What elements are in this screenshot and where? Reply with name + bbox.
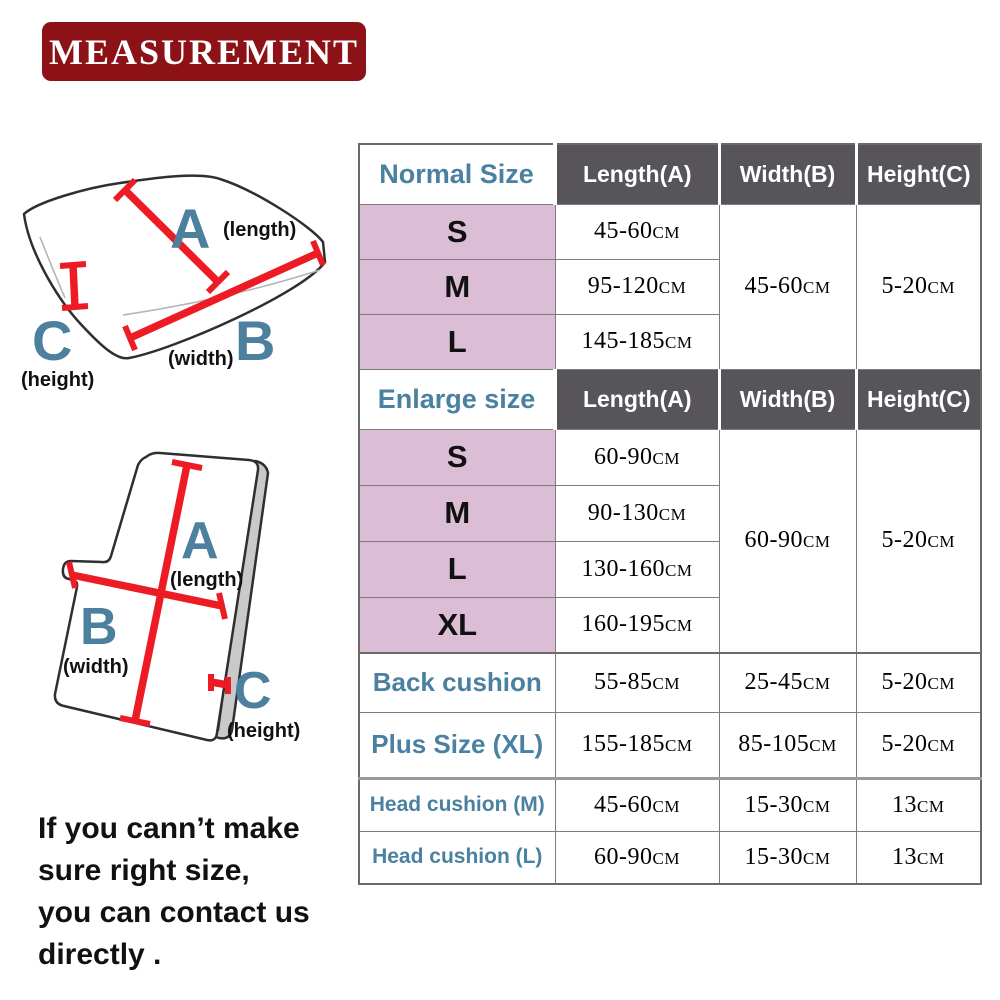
length-value: 160-195cm	[555, 597, 719, 653]
col-header-length: Length(A)	[555, 144, 719, 204]
section-title-normal: Normal Size	[359, 144, 555, 204]
length-value: 45-60cm	[555, 204, 719, 259]
back-label-length: (length)	[170, 569, 244, 591]
width-value: 15-30cm	[719, 778, 856, 831]
seat-label-width: (width)	[168, 348, 234, 370]
size-label: S	[359, 429, 555, 485]
section-title-enlarge: Enlarge size	[359, 369, 555, 429]
table-row	[359, 653, 981, 712]
height-value: 13cm	[856, 778, 981, 831]
width-value: 85-105cm	[719, 712, 856, 778]
height-value: 5-20cm	[856, 653, 981, 712]
length-value: 55-85cm	[555, 653, 719, 712]
size-label: L	[359, 314, 555, 369]
seat-label-c: C	[32, 309, 73, 372]
back-label-a: A	[181, 512, 219, 570]
length-value: 60-90cm	[555, 831, 719, 884]
contact-note	[38, 808, 310, 976]
table-row	[359, 369, 981, 429]
length-value: 90-130cm	[555, 485, 719, 541]
row-label-head-cushion-m: Head cushion (M)	[359, 778, 555, 831]
size-label: M	[359, 259, 555, 314]
row-label-plus-size: Plus Size (XL)	[359, 712, 555, 778]
back-label-width: (width)	[63, 656, 129, 678]
length-value: 60-90cm	[555, 429, 719, 485]
length-value: 155-185cm	[555, 712, 719, 778]
height-value-merged: 5-20cm	[856, 429, 981, 653]
col-header-width: Width(B)	[719, 369, 856, 429]
col-header-length: Length(A)	[555, 369, 719, 429]
seat-label-a: A	[170, 197, 211, 260]
back-cushion-diagram	[35, 435, 355, 755]
seat-label-length: (length)	[223, 219, 297, 241]
size-label: S	[359, 204, 555, 259]
size-table	[358, 143, 982, 885]
height-value: 5-20cm	[856, 712, 981, 778]
back-label-c: C	[234, 662, 272, 720]
measurement-banner	[42, 22, 366, 81]
table-row	[359, 429, 981, 485]
contact-note-line: If you cann’t make	[38, 812, 300, 845]
seat-label-b: B	[235, 309, 276, 372]
height-value-merged: 5-20cm	[856, 204, 981, 369]
col-header-width: Width(B)	[719, 144, 856, 204]
size-label: M	[359, 485, 555, 541]
length-value: 145-185cm	[555, 314, 719, 369]
col-header-height: Height(C)	[856, 144, 981, 204]
width-value: 25-45cm	[719, 653, 856, 712]
row-label-head-cushion-l: Head cushion (L)	[359, 831, 555, 884]
back-label-height: (height)	[227, 720, 301, 742]
width-value: 15-30cm	[719, 831, 856, 884]
contact-note-line: directly .	[38, 938, 162, 971]
height-value: 13cm	[856, 831, 981, 884]
width-value-merged: 60-90cm	[719, 429, 856, 653]
row-label-back-cushion: Back cushion	[359, 653, 555, 712]
size-label: L	[359, 541, 555, 597]
length-value: 95-120cm	[555, 259, 719, 314]
table-row	[359, 712, 981, 778]
back-label-b: B	[80, 598, 118, 656]
length-value: 130-160cm	[555, 541, 719, 597]
seat-cushion-diagram	[15, 150, 355, 400]
contact-note-line: you can contact us	[38, 896, 310, 929]
table-row	[359, 204, 981, 259]
table-row	[359, 778, 981, 831]
seat-label-height: (height)	[21, 369, 95, 391]
banner-title: MEASUREMENT	[48, 31, 360, 72]
contact-note-line: sure right size,	[38, 854, 250, 887]
col-header-height: Height(C)	[856, 369, 981, 429]
table-row	[359, 144, 981, 204]
size-label: XL	[359, 597, 555, 653]
length-value: 45-60cm	[555, 778, 719, 831]
width-value-merged: 45-60cm	[719, 204, 856, 369]
table-row	[359, 831, 981, 884]
